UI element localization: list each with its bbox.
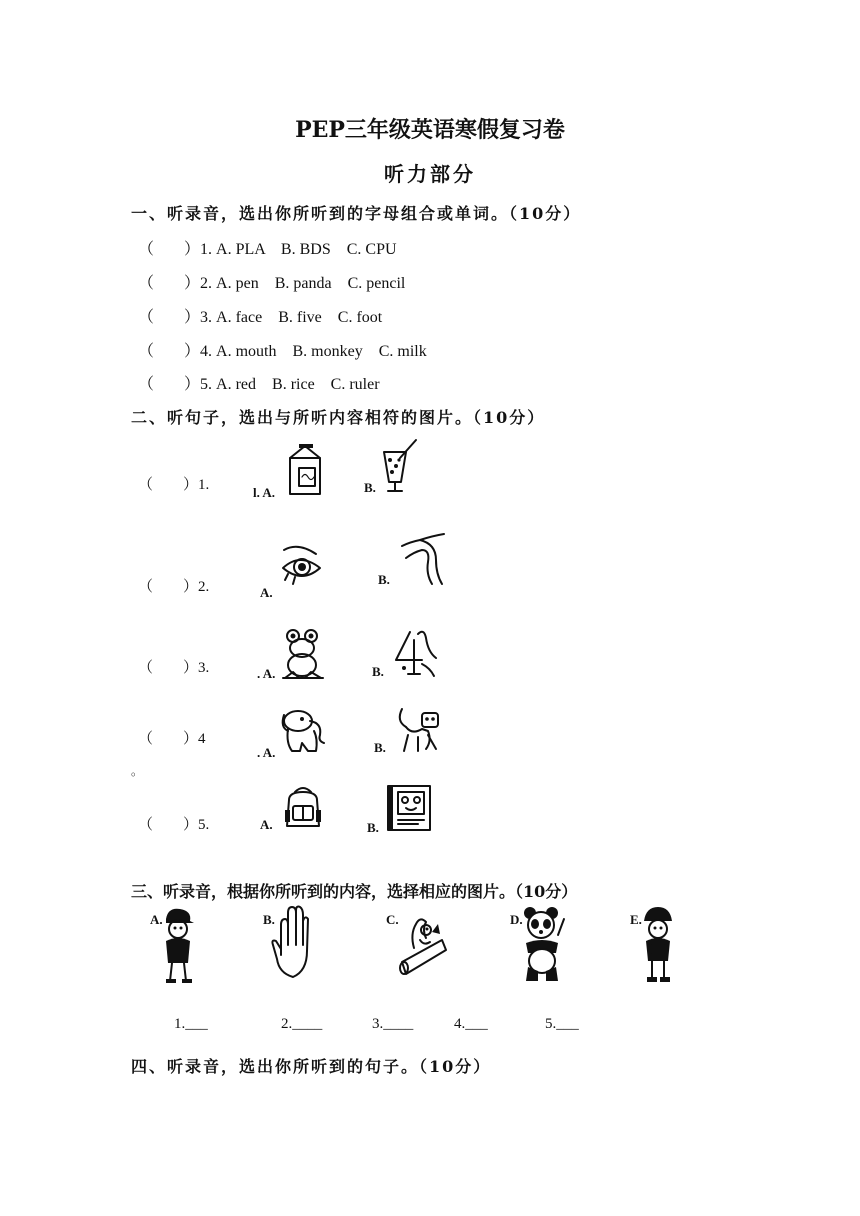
milk-carton-icon: [285, 444, 325, 496]
answer-blank[interactable]: 1.___: [174, 1016, 208, 1032]
boy-with-hat-icon: [638, 905, 678, 985]
question-label: （ ）1.: [138, 477, 210, 493]
option-b-label: B.: [374, 740, 386, 755]
question-label: （ ）3.: [138, 660, 210, 676]
option-a-label: A.: [260, 585, 273, 600]
boy-with-cap-icon: [158, 905, 198, 985]
squirrel-on-log-icon: [396, 912, 448, 976]
option-a-label: l. A.: [253, 485, 276, 500]
option-a-label: . A.: [257, 666, 276, 681]
section-2-heading: 二、听句子，选出与所听内容相符的图片。（10分）: [131, 408, 546, 427]
option-b-label: B.: [367, 820, 379, 835]
section-1-heading: 一、听录音，选出你所听到的字母组合或单词。（10分）: [131, 204, 582, 223]
stray-mark: 。: [131, 764, 144, 778]
option-e-label: E.: [630, 912, 642, 927]
hand-icon: [271, 905, 311, 985]
question-label: （ ）4: [138, 731, 206, 747]
section-3-heading: 三、听录音，根据你所听到的内容，选择相应的图片。（10分）: [131, 882, 578, 901]
question-label: （ ）2.: [138, 579, 210, 595]
answer-blank[interactable]: 3.____: [372, 1016, 414, 1032]
panda-icon: [518, 905, 566, 985]
elephant-icon: [280, 707, 326, 757]
section-4-heading: 四、听录音，选出你所听到的句子。（10分）: [131, 1057, 492, 1076]
option-b-label: B.: [378, 572, 390, 587]
option-b-label: B.: [364, 480, 376, 495]
option-b-label: B.: [263, 912, 275, 927]
book-icon: [384, 784, 432, 834]
question-row: （ ）4. A. mouth B. monkey C. milk: [138, 343, 427, 360]
schoolbag-icon: [281, 786, 325, 832]
page-subtitle: 听力部分: [384, 162, 476, 186]
option-a-label: A.: [150, 912, 163, 927]
answer-blank[interactable]: 4.___: [454, 1016, 488, 1032]
option-d-label: D.: [510, 912, 523, 927]
question-label: （ ）5.: [138, 817, 210, 833]
question-row: （ ）3. A. face B. five C. foot: [138, 309, 383, 326]
answer-blank[interactable]: 2.____: [281, 1016, 323, 1032]
answer-blank[interactable]: 5.___: [545, 1016, 579, 1032]
leg-icon: [398, 532, 448, 587]
eye-icon: [280, 544, 324, 590]
question-row: （ ）1. A. PLA B. BDS C. CPU: [138, 241, 397, 258]
juice-glass-icon: [378, 438, 422, 496]
number-four-icon: [392, 628, 438, 680]
option-a-label: A.: [260, 817, 273, 832]
question-row: （ ）2. A. pen B. panda C. pencil: [138, 275, 406, 292]
number-eight-frog-icon: [281, 628, 325, 680]
option-a-label: . A.: [257, 745, 276, 760]
option-b-label: B.: [372, 664, 384, 679]
option-c-label: C.: [386, 912, 399, 927]
page-title: PEP三年级英语寒假复习卷: [295, 117, 565, 143]
question-row: （ ）5. A. red B. rice C. ruler: [138, 376, 380, 393]
monkey-icon: [398, 705, 442, 755]
